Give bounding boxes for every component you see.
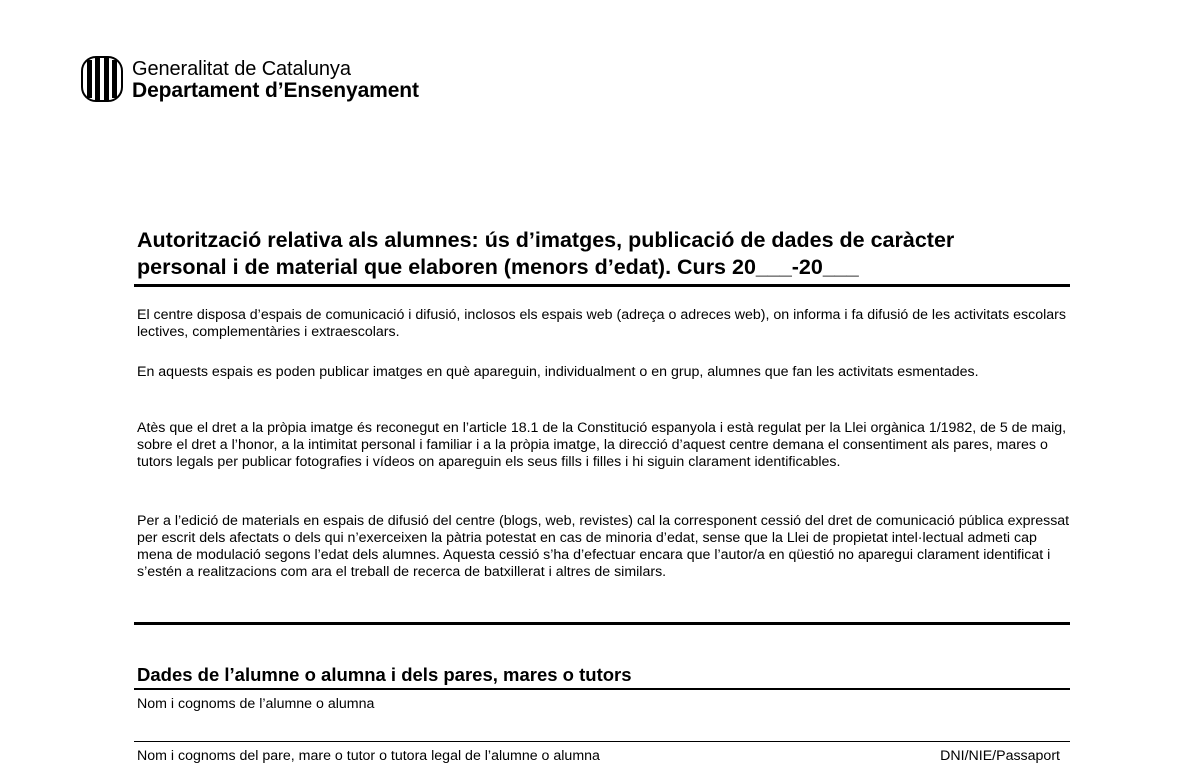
id-document-label: DNI/NIE/Passaport: [940, 748, 1060, 764]
parent-name-label: Nom i cognoms del pare, mare o tutor o tutora legal de l’alumne o alumna: [137, 748, 600, 764]
section-divider: [134, 622, 1070, 625]
section-title-rule: [134, 688, 1070, 690]
paragraph-2: En aquests espais es poden publicar imatges en què apareguin, individualment o en grup, alumnes que fan les activitats esmentades.: [137, 364, 979, 380]
org-name: Generalitat de Catalunya: [132, 58, 351, 80]
header-logo: [81, 56, 419, 102]
section-title: Dades de l’alumne o alumna i dels pares, mares o tutors: [137, 664, 632, 685]
paragraph-3: Atès que el dret a la pròpia imatge és reconegut en l’article 18.1 de la Constitució espanyola i està regulat per la Llei orgànica 1/1982, de 5 de maig, sobre el dret a l’honor, a la intimitat personal i familiar i a la pròpia imatge, la direcció d’aquest centre demana el consentiment als pares, mares o tutors legals per publicar fotografies i vídeos on apareguin els seus fills i filles i hi siguin clarament identificables.: [137, 420, 1067, 470]
department-name: Departament d’Ensenyament: [132, 79, 419, 102]
paragraph-4: Per a l’edició de materials en espais de difusió del centre (blogs, web, revistes) cal la corresponent cessió del dret de comunicació pública expressat per escrit dels afectats o dels qui n’exerceixen la pàtria potestat en cas de minoria d’edat, sense que la Llei de propietat intel·lectual admeti cap mena de modulació segons l’edat dels alumnes. Aquesta cessió s’ha d’efectuar encara que l’autor/a en qüestió no aparegui clarament identificat i s’estén a realitzacions com ara el treball de recerca de batxillerat i altres de similars.: [137, 513, 1070, 580]
generalitat-emblem-icon: [81, 56, 123, 102]
title-line-2: personal i de material que elaboren (menors d’edat). Curs 20___-20___: [137, 255, 859, 279]
title-rule: [134, 284, 1070, 287]
student-name-label: Nom i cognoms de l’alumne o alumna: [137, 696, 375, 712]
paragraph-1: El centre disposa d’espais de comunicació i difusió, inclosos els espais web (adreça o adreces web), on informa i fa difusió de les activitats escolars lectives, complementàries i extraescolars.: [137, 307, 1066, 340]
title-line-1: Autorització relativa als alumnes: ús d’imatges, publicació de dades de caràcter: [137, 228, 955, 252]
field-divider: [134, 741, 1070, 742]
document-title: [137, 227, 1070, 281]
